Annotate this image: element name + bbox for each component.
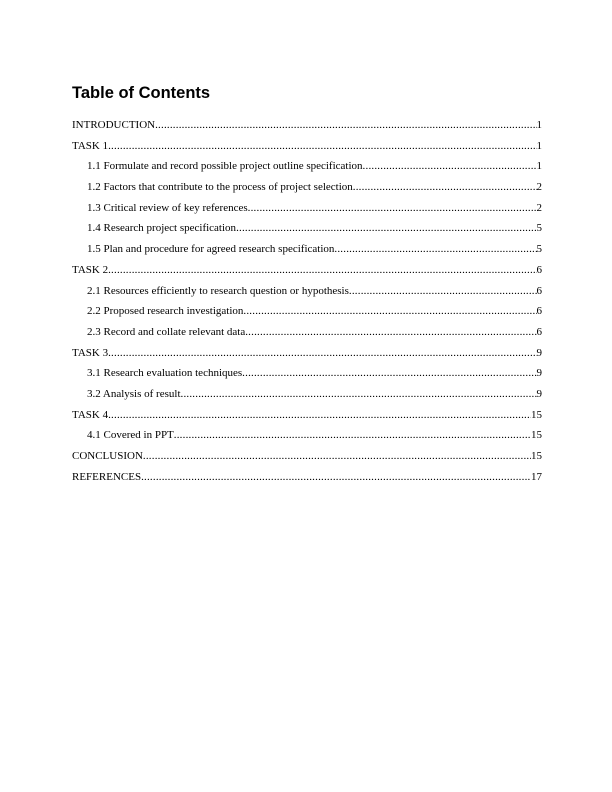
dot-leader [108, 260, 536, 281]
toc-entry-references[interactable] [72, 467, 542, 488]
toc-entry-3-1[interactable] [72, 363, 542, 384]
toc-entry-introduction[interactable] [72, 115, 542, 136]
toc-page-number: 9 [536, 346, 542, 359]
toc-entry-conclusion[interactable] [72, 446, 542, 467]
toc-heading: Table of Contents [72, 84, 211, 102]
toc-entry-label: REFERENCES [72, 470, 142, 483]
toc-entry-label: 2.3 Record and collate relevant data [87, 325, 246, 338]
toc-entry-label: 2.2 Proposed research investigation [87, 305, 244, 318]
toc-page-number: 1 [536, 139, 542, 152]
toc-entry-label: 1.2 Factors that contribute to the process of project selection [87, 181, 353, 194]
toc-entry-label: 1.3 Critical review of key references [87, 201, 248, 214]
toc-entry-label: 2.1 Resources efficiently to research question or hypothesis [87, 284, 349, 297]
toc-page-number: 9 [536, 387, 542, 400]
toc-entry-1-1[interactable] [72, 156, 542, 177]
toc-page-number: 6 [536, 284, 542, 297]
dot-leader [108, 136, 536, 157]
toc-page-number: 6 [536, 263, 542, 276]
dot-leader [248, 198, 537, 219]
toc-entry-task-1[interactable] [72, 136, 542, 157]
dot-leader [108, 405, 531, 426]
dot-leader [245, 322, 536, 343]
dot-leader [363, 156, 537, 177]
toc-entry-3-2[interactable] [72, 384, 542, 405]
dot-leader [349, 281, 537, 302]
toc-entry-label: TASK 4 [72, 408, 109, 421]
toc-page-number: 2 [536, 201, 542, 214]
table-of-contents [72, 115, 542, 487]
toc-page-number: 5 [536, 243, 542, 256]
toc-entry-label: 1.1 Formulate and record possible project outline specification [87, 160, 363, 173]
toc-entry-label: 3.2 Analysis of result [87, 387, 181, 400]
toc-entry-label: TASK 2 [72, 263, 109, 276]
toc-entry-label: TASK 1 [72, 139, 109, 152]
toc-page-number: 1 [536, 119, 542, 131]
toc-page-number: 15 [531, 429, 542, 442]
toc-entry-label: CONCLUSION [72, 450, 143, 462]
toc-page-number: 17 [531, 470, 542, 483]
toc-entry-label: 3.1 Research evaluation techniques [87, 367, 243, 380]
dot-leader [334, 239, 536, 260]
toc-entry-4-1[interactable] [72, 425, 542, 446]
toc-entry-1-5[interactable] [72, 239, 542, 260]
dot-leader [108, 343, 536, 364]
toc-entry-task-2[interactable] [72, 260, 542, 281]
toc-entry-label: INTRODUCTION [72, 119, 156, 131]
dot-leader [353, 177, 537, 198]
toc-entry-task-3[interactable] [72, 343, 542, 364]
toc-page-number: 15 [531, 450, 542, 462]
toc-entry-label: TASK 3 [72, 346, 109, 359]
toc-entry-1-3[interactable] [72, 198, 542, 219]
dot-leader [141, 467, 531, 488]
toc-entry-2-3[interactable] [72, 322, 542, 343]
dot-leader [143, 446, 531, 467]
toc-page-number: 1 [536, 160, 542, 173]
toc-page-number: 15 [531, 408, 542, 421]
toc-entry-label: 1.4 Research project specification [87, 222, 237, 235]
toc-entry-2-2[interactable] [72, 301, 542, 322]
toc-entry-1-4[interactable] [72, 218, 542, 239]
toc-page-number: 5 [536, 222, 542, 235]
toc-entry-label: 4.1 Covered in PPT [87, 429, 174, 442]
dot-leader [174, 425, 531, 446]
dot-leader [243, 301, 536, 322]
toc-page-number: 6 [536, 325, 542, 338]
dot-leader [155, 115, 536, 136]
toc-entry-2-1[interactable] [72, 281, 542, 302]
toc-entry-label: 1.5 Plan and procedure for agreed research specification [87, 243, 335, 256]
toc-entry-task-4[interactable] [72, 405, 542, 426]
toc-page-number: 6 [536, 305, 542, 318]
dot-leader [242, 363, 536, 384]
toc-page-number: 2 [536, 181, 542, 194]
toc-entry-1-2[interactable] [72, 177, 542, 198]
dot-leader [181, 384, 537, 405]
dot-leader [236, 218, 536, 239]
toc-page-number: 9 [536, 367, 542, 380]
